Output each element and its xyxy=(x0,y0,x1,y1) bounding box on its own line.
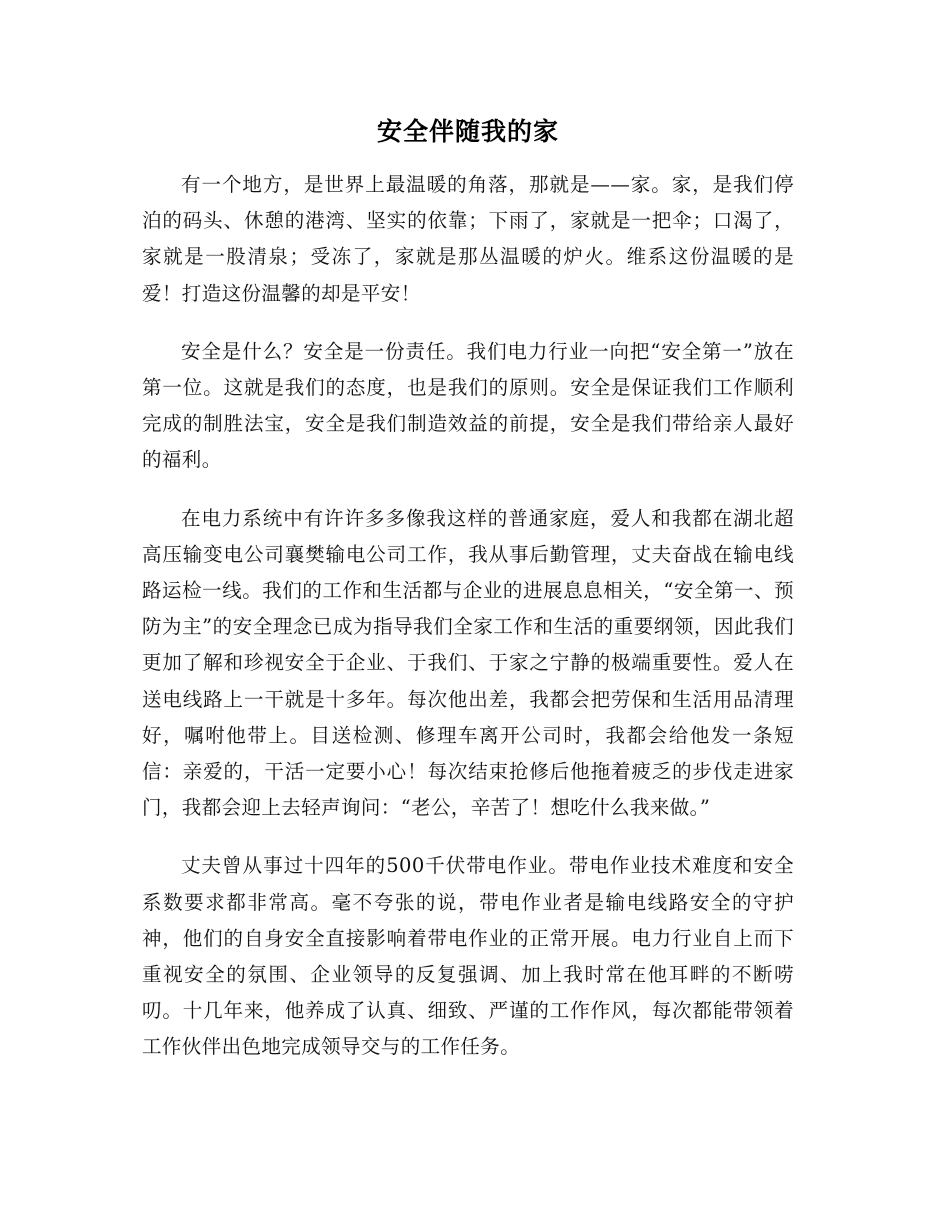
document-title: 安全伴随我的家 xyxy=(376,117,559,146)
paragraph-4: 丈夫曾从事过十四年的500千伏带电作业。带电作业技术难度和安全系数要求都非常高。毫不夸张的说，带电作业者是输电线路安全的守护神，他们的自身安全直接影响着带电作业的正常开展。电力行业自上而下重视安全的氛围、企业领导的反复强调、加上我时常在他耳畔的不断唠叨。十几年来，他养成了认真、细致、严谨的工作作风，每次都能带领着工作伙伴出色地完成领导交与的工作任务。 xyxy=(142,854,794,1059)
document-body xyxy=(142,110,794,1088)
paragraph-1: 有一个地方，是世界上最温暖的角落，那就是——家。家，是我们停泊的码头、休憩的港湾、坚实的依靠；下雨了，家就是一把伞；口渴了，家就是一股清泉；受冻了，家就是那丛温暖的炉火。维系这份温暖的是爱！打造这份温馨的却是平安！ xyxy=(142,173,794,305)
paragraph-2: 安全是什么？安全是一份责任。我们电力行业一向把“安全第一”放在第一位。这就是我们的态度，也是我们的原则。安全是保证我们工作顺利完成的制胜法宝，安全是我们制造效益的前提，安全是我们带给亲人最好的福利。 xyxy=(142,339,794,472)
paragraph-3: 在电力系统中有许许多多像我这样的普通家庭，爱人和我都在湖北超高压输变电公司襄樊输电公司工作，我从事后勤管理，丈夫奋战在输电线路运检一线。我们的工作和生活都与企业的进展息息相关，“安全第一、预防为主”的安全理念已成为指导我们全家工作和生活的重要纲领，因此我们更加了解和珍视安全于企业、于我们、于家之宁静的极端重要性。爱人在送电线路上一干就是十多年。每次他出差，我都会把劳保和生活用品清理好，嘱咐他带上。目送检测、修理车离开公司时，我都会给他发一条短信：亲爱的，干活一定要小心！每次结束抢修后他拖着疲乏的步伐走进家门，我都会迎上去轻声询问：“老公，辛苦了！想吃什么我来做。” xyxy=(142,506,794,820)
